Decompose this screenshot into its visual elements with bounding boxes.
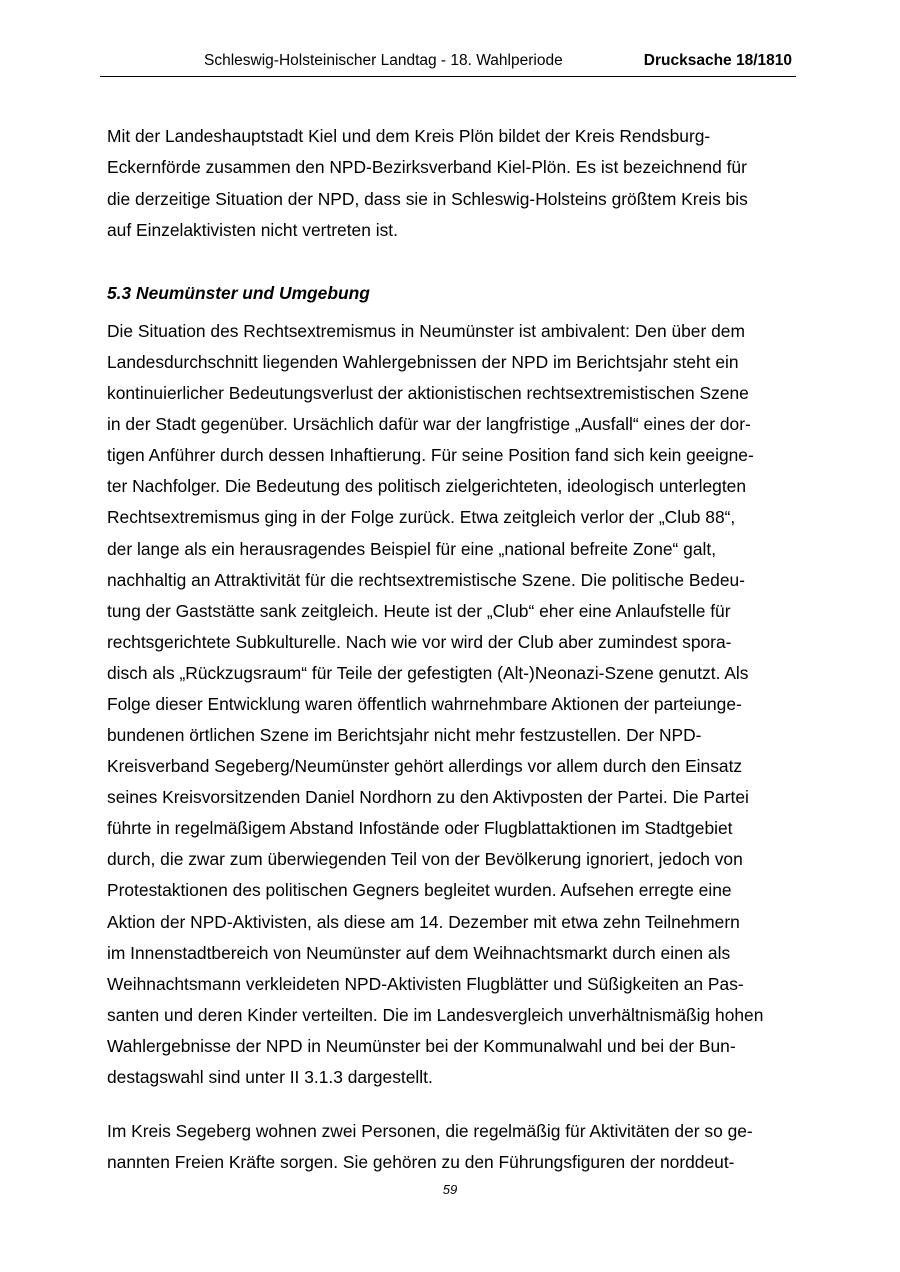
paragraph-2-line: der lange als ein herausragendes Beispiel für eine „national befreite Zone“ galt, <box>107 538 717 559</box>
page-number: 59 <box>442 1182 458 1197</box>
paragraph-1-line: Mit der Landeshauptstadt Kiel und dem Kreis Plön bildet der Kreis Rendsburg- <box>107 126 711 146</box>
paragraph-2-line: Rechtsextremismus ging in der Folge zurück. Etwa zeitgleich verlor der „Club 88“, <box>107 507 736 528</box>
paragraph-2-line: führte in regelmäßigem Abstand Infostände oder Flugblattaktionen im Stadtgebiet <box>107 818 733 839</box>
document-number: Drucksache 18/1810 <box>643 52 792 69</box>
header-title: Schleswig-Holsteinischer Landtag - 18. Wahlperiode <box>204 52 563 69</box>
paragraph-2-line: Aktion der NPD-Aktivisten, als diese am 14. Dezember mit etwa zehn Teilnehmern <box>107 911 740 932</box>
paragraph-2-line: Die Situation des Rechtsextremismus in Neumünster ist ambivalent: Den über dem <box>107 321 745 341</box>
paragraph-2-line: bundenen örtlichen Szene im Berichtsjahr nicht mehr festzustellen. Der NPD- <box>107 725 702 746</box>
paragraph-2-line: Protestaktionen des politischen Gegners begleitet wurden. Aufsehen erregte eine <box>107 880 732 901</box>
paragraph-2-line: santen und deren Kinder verteilten. Die im Landesvergleich unverhältnismäßig hohen <box>107 1004 764 1025</box>
paragraph-2-line: kontinuierlicher Bedeutungsverlust der aktionistischen rechtsextremistischen Szene <box>107 383 749 404</box>
paragraph-1-line: auf Einzelaktivisten nicht vertreten ist. <box>107 219 398 240</box>
paragraph-2-line: tung der Gaststätte sank zeitgleich. Heute ist der „Club“ eher eine Anlaufstelle für <box>107 600 731 621</box>
paragraph-2-line: Landesdurchschnitt liegenden Wahlergebnissen der NPD im Berichtsjahr steht ein <box>107 352 739 373</box>
paragraph-2-line: nachhaltig an Attraktivität für die rechtsextremistische Szene. Die politische Bedeu- <box>107 569 745 590</box>
paragraph-2-line: Folge dieser Entwicklung waren öffentlich wahrnehmbare Aktionen der parteiunge- <box>107 693 742 714</box>
paragraph-2-line: im Innenstadtbereich von Neumünster auf dem Weihnachtsmarkt durch einen als <box>107 942 731 963</box>
paragraph-2-line: Kreisverband Segeberg/Neumünster gehört allerdings vor allem durch den Einsatz <box>107 756 743 777</box>
paragraph-2-line: in der Stadt gegenüber. Ursächlich dafür war der langfristige „Ausfall“ eines der dor- <box>107 414 751 435</box>
paragraph-2-line: Weihnachtsmann verkleideten NPD-Aktivisten Flugblätter und Süßigkeiten an Pas- <box>107 973 744 994</box>
paragraph-2-line: durch, die zwar zum überwiegenden Teil von der Bevölkerung ignoriert, jedoch von <box>107 849 743 870</box>
page-header <box>100 52 796 74</box>
paragraph-2-line: ter Nachfolger. Die Bedeutung des politisch zielgerichteten, ideologisch unterlegten <box>107 476 747 497</box>
paragraph-2-line: tigen Anführer durch dessen Inhaftierung. Für seine Position fand sich kein geeigne- <box>107 445 754 466</box>
paragraph-1-line: Eckernförde zusammen den NPD-Bezirksverband Kiel-Plön. Es ist bezeichnend für <box>107 157 747 178</box>
paragraph-2-line: Wahlergebnisse der NPD in Neumünster bei der Kommunalwahl und bei der Bun- <box>107 1035 736 1056</box>
paragraph-2-line: disch als „Rückzugsraum“ für Teile der gefestigten (Alt-)Neonazi-Szene genutzt. Als <box>107 662 749 683</box>
paragraph-3-line: Im Kreis Segeberg wohnen zwei Personen, die regelmäßig für Aktivitäten der so ge- <box>107 1121 753 1141</box>
paragraph-2-line: rechtsgerichtete Subkulturelle. Nach wie vor wird der Club aber zumindest spora- <box>107 631 732 652</box>
header-divider <box>100 76 796 77</box>
paragraph-1-line: die derzeitige Situation der NPD, dass sie in Schleswig-Holsteins größtem Kreis bis <box>107 188 748 209</box>
paragraph-2-line: destagswahl sind unter II 3.1.3 dargestellt. <box>107 1066 433 1087</box>
paragraph-3-line: nannten Freien Kräfte sorgen. Sie gehören zu den Führungsfiguren der norddeut- <box>107 1152 735 1173</box>
paragraph-2-line: seines Kreisvorsitzenden Daniel Nordhorn zu den Aktivposten der Partei. Die Partei <box>107 787 749 808</box>
section-heading: 5.3 Neumünster und Umgebung <box>107 283 370 303</box>
